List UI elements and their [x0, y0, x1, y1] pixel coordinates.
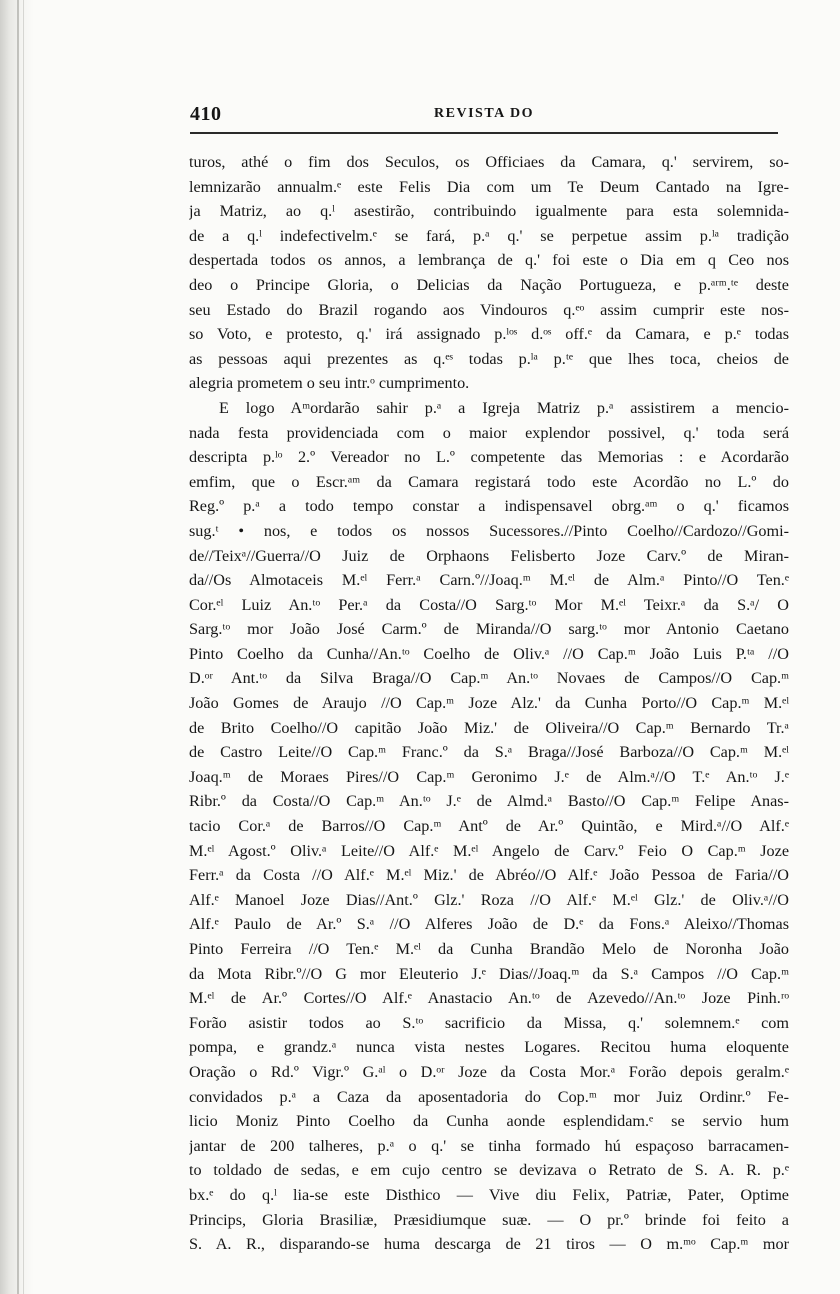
body-text [189, 150, 789, 1257]
page-number: 410 [190, 103, 222, 125]
text-line: Cor.ᵉˡ Luiz An.ᵗᵒ Per.ᵃ da Costa//O Sarg.ᵗᵒ Mor M.ᵉˡ Teixr.ᵃ da S.ᵃ/ O [189, 595, 789, 614]
text-line: de//Teixᵃ//Guerra//O Juiz de Orphaons Felisberto Joze Carv.º de Miran- [189, 546, 789, 565]
text-line: licio Moniz Pinto Coelho da Cunha aonde esplendidam.ᵉ se servio hum [189, 1112, 789, 1131]
text-line: de Castro Leite//O Cap.ᵐ Franc.º da S.ᵃ Braga//José Barboza//O Cap.ᵐ M.ᵉˡ [189, 743, 789, 762]
text-line: Joaq.ᵐ de Moraes Pires//O Cap.ᵐ Geronimo J.ᵉ de Alm.ᵃ//O T.ᵉ An.ᵗᵒ J.ᵉ [189, 767, 789, 786]
text-line: descripta p.ˡᵒ 2.º Vereador no L.º competente das Memorias : e Acordarão [189, 448, 789, 467]
text-line: de a q.ˡ indefectivelm.ᵉ se fará, p.ᵃ q.' se perpetue assim p.ˡᵃ tradição [189, 226, 789, 245]
text-line: so Voto, e protesto, q.' irá assignado p.ˡᵒˢ d.ᵒˢ off.ᵉ da Camara, e p.ᵉ todas [189, 325, 789, 344]
text-line: lemnizarão annualm.ᵉ este Felis Dia com um Te Deum Cantado na Igre- [189, 177, 789, 196]
text-line: da//Os Almotaceis M.ᵉˡ Ferr.ᵃ Carn.º//Joaq.ᵐ M.ᵉˡ de Alm.ᵃ Pinto//O Ten.ᵉ [189, 571, 789, 590]
text-line: deo o Principe Gloria, o Delicias da Nação Portugueza, e p.ᵃʳᵐ.ᵗᵉ deste [189, 275, 789, 294]
text-line: as pessoas aqui prezentes as q.ᵉˢ todas p.ˡᵃ p.ᵗᵉ que lhes toca, cheios de [189, 349, 789, 368]
text-line: bx.ᵉ do q.ˡ lia-se este Disthico — Vive diu Felix, Patriæ, Pater, Optime [189, 1185, 789, 1204]
text-line: despertada todos os annos, a lembrança de q.' foi este o Dia em q Ceo nos [189, 251, 789, 270]
text-line: Pinto Ferreira //O Ten.ᵉ M.ᵉˡ da Cunha Brandão Melo de Noronha João [189, 940, 789, 958]
text-line: nada festa providenciada com o maior explendor possivel, q.' toda será [189, 423, 789, 442]
text-line: pompa, e grandz.ᵃ nunca vista nestes Logares. Recitou huma eloquente [189, 1038, 789, 1057]
text-line: Reg.º p.ᵃ a todo tempo constar a indispensavel obrg.ᵃᵐ o q.' ficamos [189, 497, 789, 516]
text-line: E logo Aᵐordarão sahir p.ᵃ a Igreja Matriz p.ᵃ assistirem a mencio- [219, 398, 789, 417]
running-head: REVISTA DO [434, 106, 534, 121]
header-rule [190, 132, 778, 134]
page-header [190, 103, 778, 131]
text-line: jantar de 200 talheres, p.ᵃ o q.' se tinha formado hú espaçoso barracamen- [189, 1136, 789, 1155]
text-line: sug.ᵗ • nos, e todos os nossos Sucessores.//Pinto Coelho//Cardozo//Gomi- [189, 521, 789, 540]
text-line: S. A. R., disparando-se huma descarga de 21 tiros — O m.ᵐᵒ Cap.ᵐ mor [189, 1235, 789, 1254]
text-line: Sarg.ᵗᵒ mor João José Carm.º de Miranda//O sarg.ᵗᵒ mor Antonio Caetano [189, 620, 789, 639]
text-line: alegria prometem o seu intr.ᵒ cumprimento. [189, 374, 470, 393]
text-line: Ferr.ᵃ da Costa //O Alf.ᵉ M.ᵉˡ Miz.' de Abréo//O Alf.ᵉ João Pessoa de Faria//O [189, 866, 789, 885]
text-line: Alf.ᵉ Manoel Joze Dias//Ant.º Glz.' Roza //O Alf.ᵉ M.ᵉˡ Glz.' de Oliv.ᵃ//O [189, 890, 789, 909]
text-line: tacio Cor.ᵃ de Barros//O Cap.ᵐ Antº de Ar.º Quintão, e Mird.ᵃ//O Alf.ᵉ [189, 817, 789, 836]
text-line: M.ᵉˡ Agost.º Oliv.ᵃ Leite//O Alf.ᵉ M.ᵉˡ Angelo de Carv.º Feio O Cap.ᵐ Joze [189, 841, 789, 860]
text-line: Oração o Rd.º Vigr.º G.ᵃˡ o D.ᵒʳ Joze da Costa Mor.ᵃ Forão depois geralm.ᵉ [189, 1062, 789, 1081]
book-spine-edge [17, 0, 19, 1294]
text-line: Pinto Coelho da Cunha//An.ᵗᵒ Coelho de Oliv.ᵃ //O Cap.ᵐ João Luis P.ᵗᵃ //O [189, 644, 789, 663]
text-line: Ribr.º da Costa//O Cap.ᵐ An.ᵗᵒ J.ᵉ de Almd.ᵃ Basto//O Cap.ᵐ Felipe Anas- [189, 792, 789, 811]
book-spine-edge-inner [23, 0, 24, 1294]
text-line: de Brito Coelho//O capitão João Miz.' de Oliveira//O Cap.ᵐ Bernardo Tr.ᵃ [189, 718, 789, 737]
text-line: da Mota Ribr.º//O G mor Eleuterio J.ᵉ Dias//Joaq.ᵐ da S.ᵃ Campos //O Cap.ᵐ [189, 964, 789, 983]
text-line: to toldado de sedas, e em cujo centro se devizava o Retrato de S. A. R. p.ᵉ [189, 1161, 789, 1180]
text-line: emfim, que o Escr.ᵃᵐ da Camara registará todo este Acordão no L.º do [189, 472, 789, 491]
text-line: Princips, Gloria Brasiliæ, Præsidiumque suæ. — O pr.º brinde foi feito a [189, 1210, 789, 1229]
text-line: seu Estado do Brazil rogando aos Vindouros q.ᵉᵒ assim cumprir este nos- [189, 300, 789, 319]
text-line: Forão asistir todos ao S.ᵗᵒ sacrificio da Missa, q.' solemnem.ᵉ com [189, 1013, 789, 1032]
text-line: M.ᵉˡ de Ar.º Cortes//O Alf.ᵉ Anastacio An.ᵗᵒ de Azevedo//An.ᵗᵒ Joze Pinh.ʳᵒ [189, 989, 789, 1008]
text-line: D.ᵒʳ Ant.ᵗᵒ da Silva Braga//O Cap.ᵐ An.ᵗᵒ Novaes de Campos//O Cap.ᵐ [189, 669, 789, 688]
text-line: ja Matriz, ao q.ˡ asestirão, contribuindo igualmente para esta solemnida- [189, 202, 789, 221]
text-line: João Gomes de Araujo //O Cap.ᵐ Joze Alz.' da Cunha Porto//O Cap.ᵐ M.ᵉˡ [189, 694, 789, 713]
text-line: Alf.ᵉ Paulo de Ar.º S.ᵃ //O Alferes João de D.ᵉ da Fons.ᵃ Aleixo//Thomas [189, 915, 789, 934]
text-line: convidados p.ᵃ a Caza da aposentadoria do Cop.ᵐ mor Juiz Ordinr.º Fe- [189, 1087, 789, 1106]
text-line: turos, athé o fim dos Seculos, os Officiaes da Camara, q.' servirem, so- [189, 153, 789, 171]
